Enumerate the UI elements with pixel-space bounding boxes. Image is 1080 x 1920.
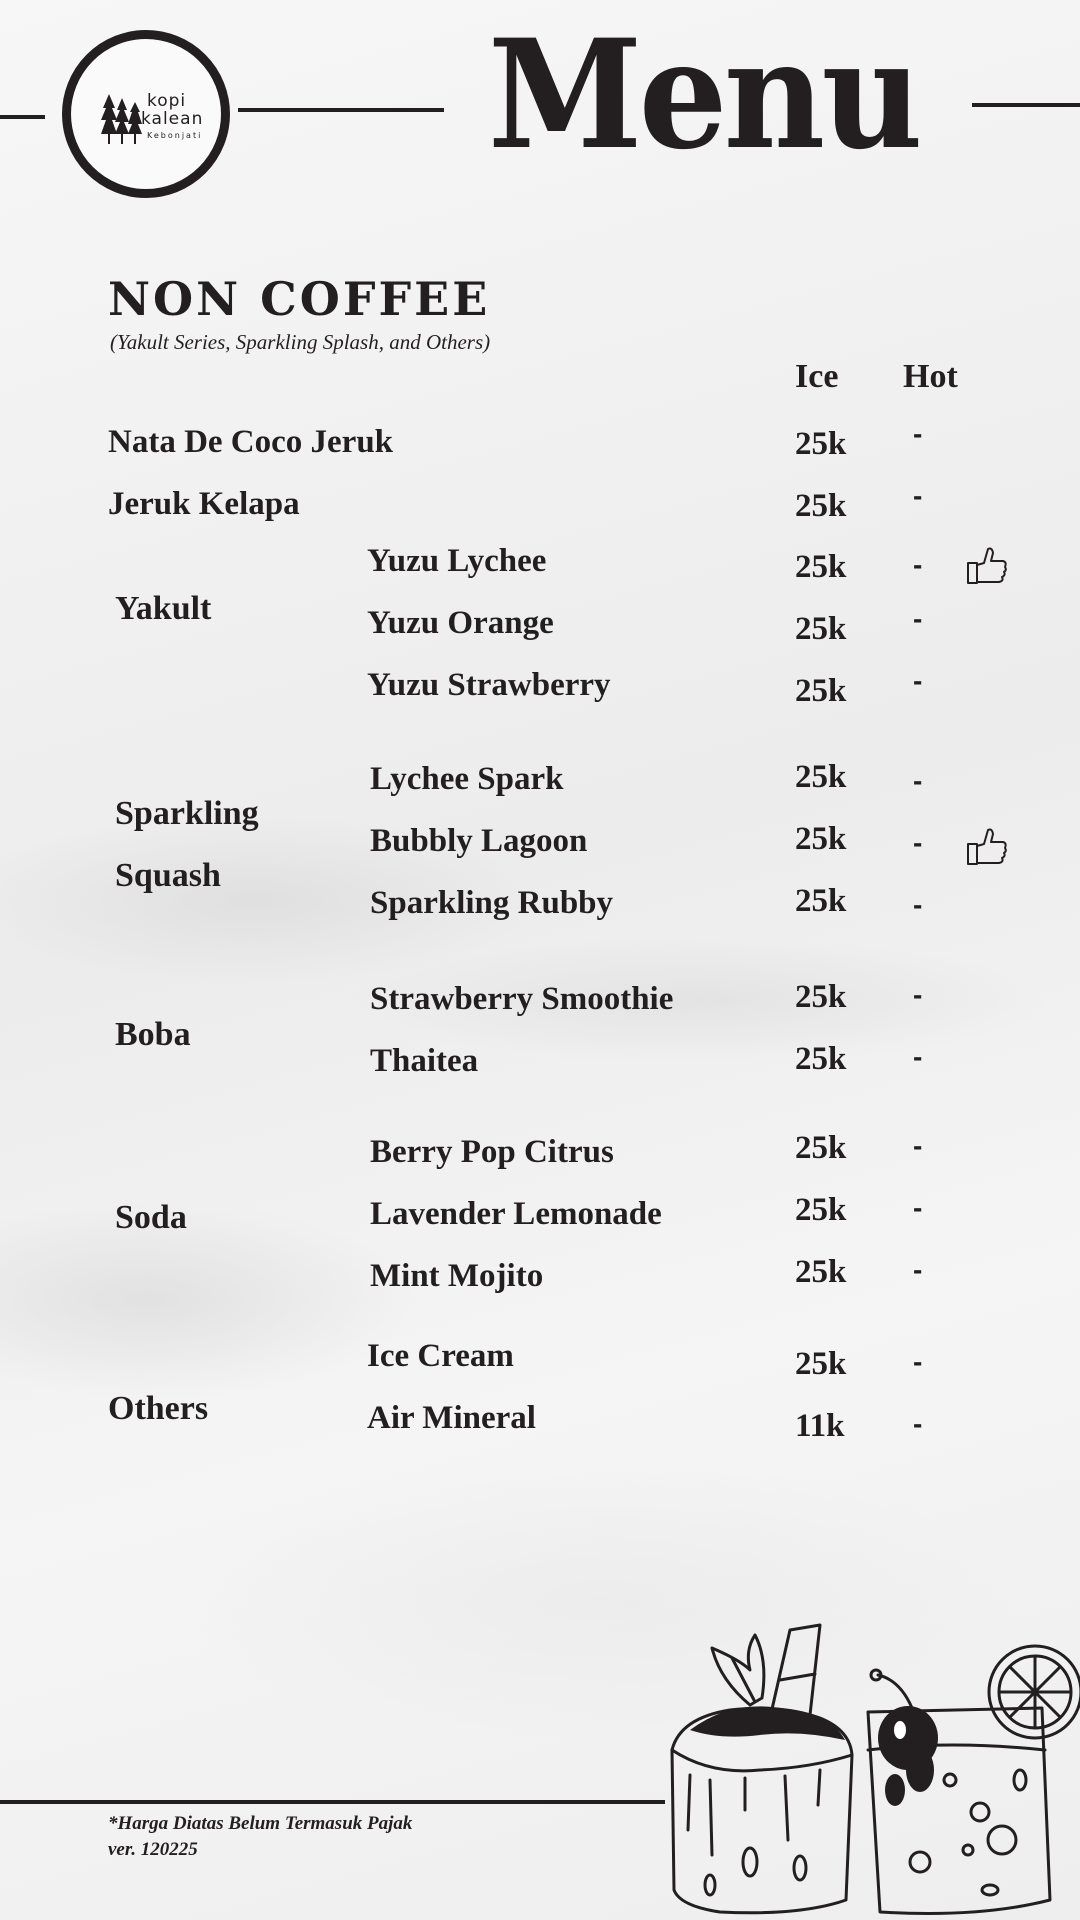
menu-item-ice-price: 25k: [795, 821, 847, 857]
tax-note: *Harga Diatas Belum Termasuk Pajak: [108, 1813, 413, 1834]
logo-text-kalean: kalean: [141, 109, 204, 129]
group-label-sparkling-squash: [115, 783, 259, 907]
menu-item-hot-price: -: [913, 1408, 923, 1439]
menu-item-hot-price: -: [913, 480, 923, 511]
menu-item-ice-price: 25k: [795, 549, 847, 585]
menu-item-ice-price: 25k: [795, 1192, 847, 1228]
menu-item-name: Lychee Spark: [370, 761, 564, 797]
menu-item-ice-price: 25k: [795, 1254, 847, 1290]
menu-item-name: Yuzu Lychee: [367, 543, 547, 579]
column-header-ice: Ice: [795, 358, 839, 395]
menu-item-name: Ice Cream: [367, 1338, 514, 1374]
footer-line: [0, 1800, 665, 1804]
menu-item-hot-price: -: [913, 979, 923, 1010]
section-title: NON COFFEE: [108, 272, 491, 326]
brand-logo: [62, 30, 230, 198]
menu-item-name: Thaitea: [370, 1043, 479, 1079]
menu-item-ice-price: 25k: [795, 611, 847, 647]
menu-item-hot-price: -: [913, 1130, 923, 1161]
group-label-soda: Soda: [115, 1199, 187, 1236]
menu-item-hot-price: -: [913, 765, 923, 796]
group-label-boba: Boba: [115, 1016, 191, 1053]
menu-item-hot-price: -: [913, 1254, 923, 1285]
menu-item-hot-price: -: [913, 665, 923, 696]
header-line-middle: [238, 108, 444, 112]
column-header-hot: Hot: [903, 358, 958, 395]
logo-text-location: Kebonjati: [147, 131, 203, 140]
menu-item-name: Sparkling Rubby: [370, 885, 614, 921]
menu-item-ice-price: 25k: [795, 759, 847, 795]
thumbs-up-icon: [966, 545, 1008, 585]
section-subtitle: (Yakult Series, Sparkling Splash, and Others): [110, 330, 491, 354]
menu-item-ice-price: 25k: [795, 1041, 847, 1077]
menu-item-name: Air Mineral: [367, 1400, 536, 1436]
menu-item-ice-price: 25k: [795, 1346, 847, 1382]
menu-item-hot-price: -: [913, 1192, 923, 1223]
menu-item-name: Nata De Coco Jeruk: [108, 424, 394, 460]
menu-item-hot-price: -: [913, 549, 923, 580]
menu-item-name: Lavender Lemonade: [370, 1196, 662, 1232]
menu-item-ice-price: 25k: [795, 1130, 847, 1166]
menu-item-ice-price: 25k: [795, 488, 847, 524]
menu-item-name: Yuzu Strawberry: [367, 667, 611, 703]
header-line-left: [0, 115, 45, 119]
pine-trees-icon: [101, 94, 143, 146]
menu-item-name: Strawberry Smoothie: [370, 981, 674, 1017]
version-label: ver. 120225: [108, 1839, 198, 1860]
group-label-yakult: Yakult: [115, 590, 212, 627]
group-label-line: Squash: [115, 857, 221, 894]
page-title: Menu: [488, 7, 920, 183]
group-label-line: Sparkling: [115, 795, 259, 832]
group-label-others: Others: [108, 1390, 209, 1427]
menu-item-ice-price: 25k: [795, 673, 847, 709]
menu-item-hot-price: -: [913, 827, 923, 858]
menu-item-name: Yuzu Orange: [367, 605, 554, 641]
menu-item-hot-price: -: [913, 418, 923, 449]
menu-item-name: Bubbly Lagoon: [370, 823, 588, 859]
menu-item-name: Mint Mojito: [370, 1258, 544, 1294]
menu-item-hot-price: -: [913, 1346, 923, 1377]
drinks-illustration: [650, 1600, 1080, 1920]
thumbs-up-icon: [966, 826, 1008, 866]
menu-item-ice-price: 11k: [795, 1408, 845, 1444]
menu-item-name: Jeruk Kelapa: [108, 486, 300, 522]
menu-item-ice-price: 25k: [795, 883, 847, 919]
menu-item-hot-price: -: [913, 603, 923, 634]
menu-item-ice-price: 25k: [795, 979, 847, 1015]
header-line-right: [972, 103, 1080, 107]
menu-item-hot-price: -: [913, 889, 923, 920]
menu-item-ice-price: 25k: [795, 426, 847, 462]
menu-item-hot-price: -: [913, 1041, 923, 1072]
menu-item-name: Berry Pop Citrus: [370, 1134, 614, 1170]
logo-text-kopi: kopi: [147, 91, 187, 111]
